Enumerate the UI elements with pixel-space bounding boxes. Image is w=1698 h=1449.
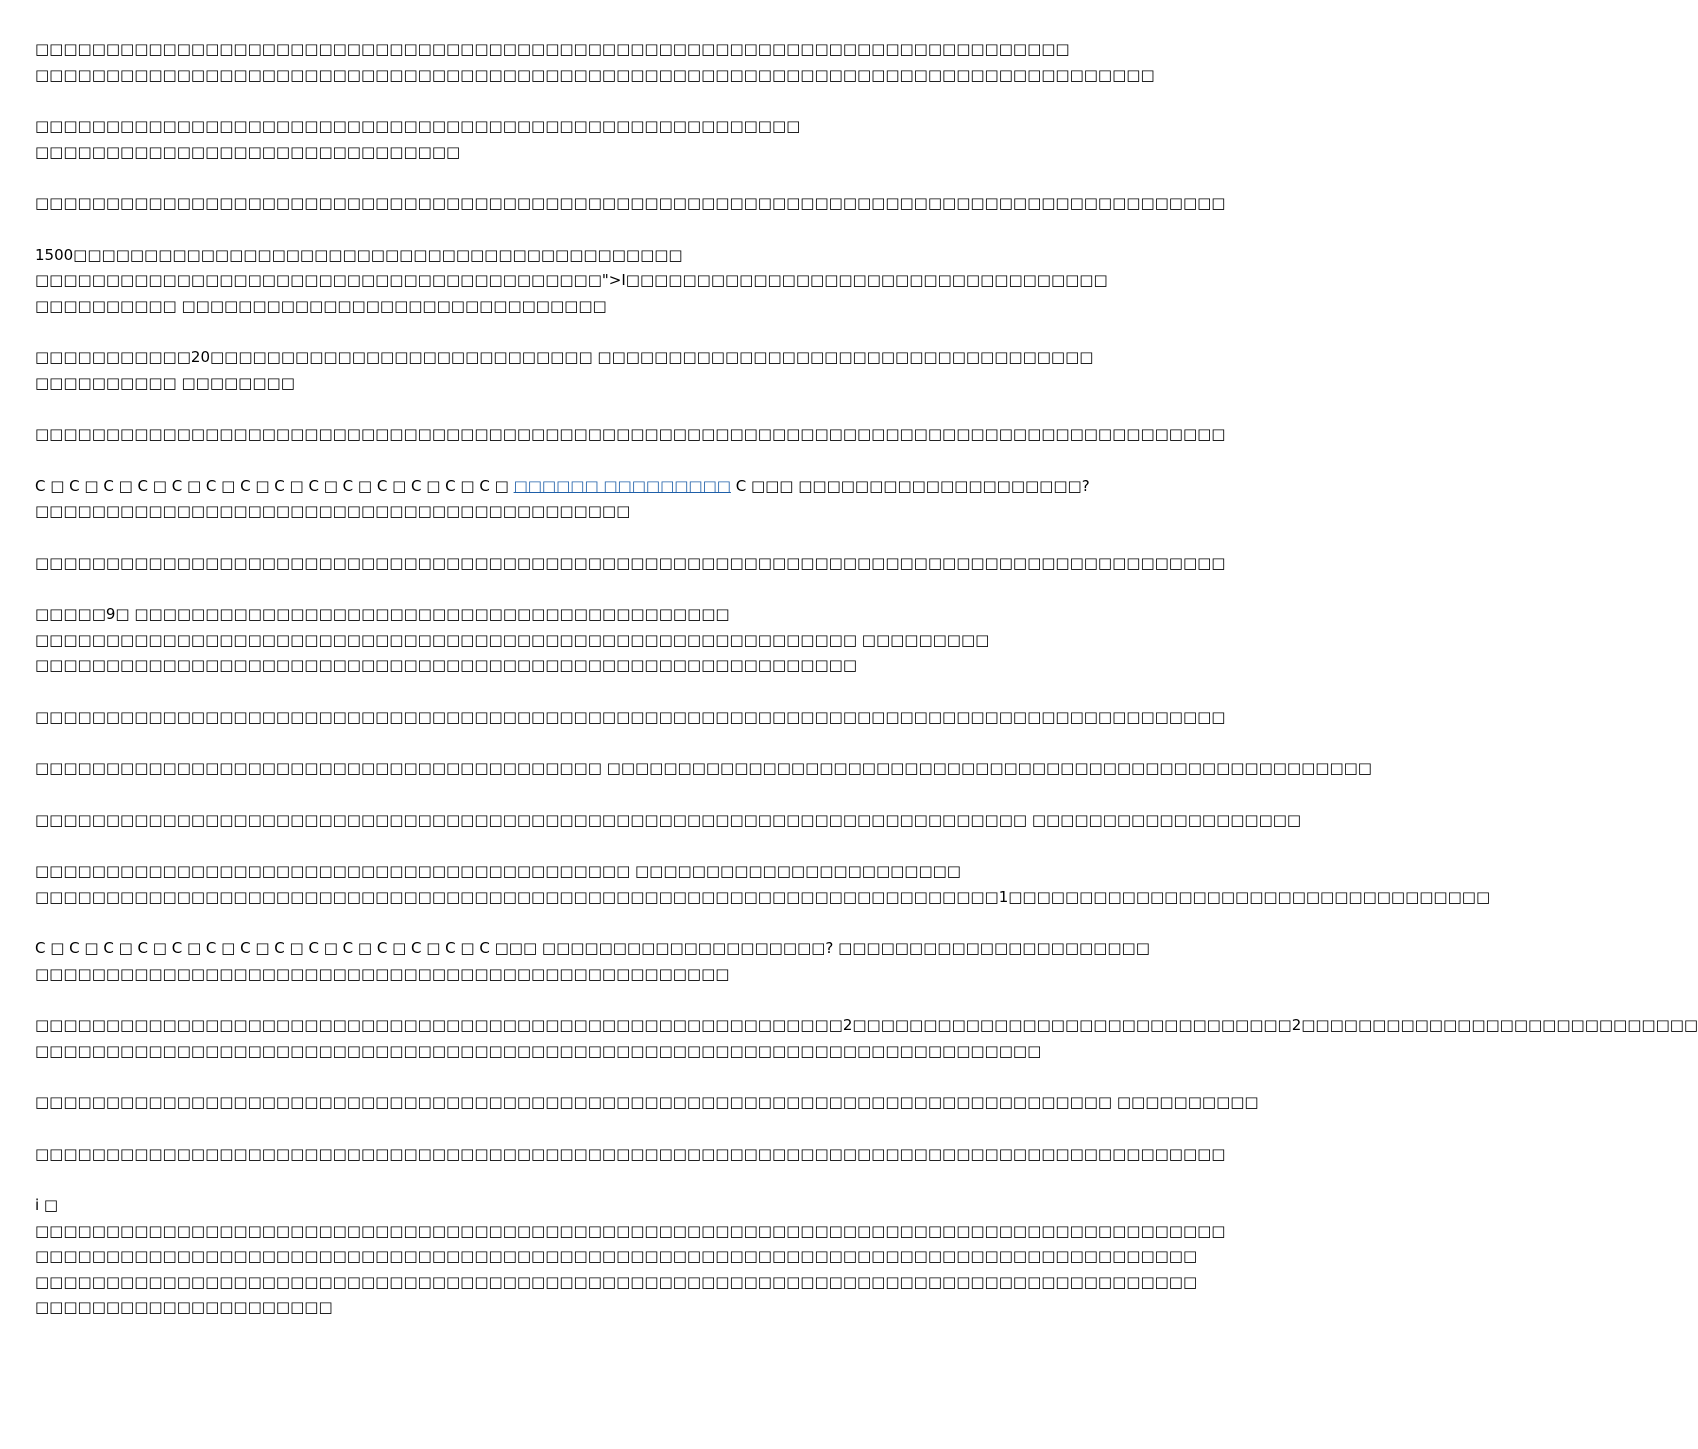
paragraph-6 <box>35 422 1226 448</box>
text-line: □□□□□□□□□□□□□□□□□□□□□□□□□□□□□□□□□□□□□□□□□□□□□□□□□□□□□□□□□□□□□□□□□□□□□□□□□ <box>35 40 1070 58</box>
text-line <box>35 474 1090 500</box>
text-before-link: C □ C □ C □ C □ C □ C □ C □ C □ C □ C □ C □ C □ C □ C □ <box>35 476 509 495</box>
paragraph-16 <box>35 1090 1259 1116</box>
text-line: C □ C □ C □ C □ C □ C □ C □ C □ C □ C □ C □ C □ C □ C □□□ □□□□□□□□□□□□□□□□□□□□? □□□□□□□□□□□□□□□□□□□□□□ <box>35 939 1150 957</box>
paragraph-18 <box>35 1193 1226 1321</box>
text-line: □□□□□9□ □□□□□□□□□□□□□□□□□□□□□□□□□□□□□□□□□□□□□□□□□□ <box>35 605 730 623</box>
paragraph-2 <box>35 114 990 165</box>
text-line: □□□□□□□□□□□□□□□□□□□□□□□□□□□□□□□□□□□□□□□□□□□□□□□□□ <box>35 964 730 983</box>
text-line: □□□□□□□□□□□□□□□□□□□□□□□□□□□□□□□□□□□□□□□□□□□□□□□□□□□□□□□□□□□□□□□□□□□□1□□□□□□□□□□□□□□□□□□□□□□□□□□□□□□□□□□ <box>35 887 1491 906</box>
paragraph-12 <box>35 808 1302 834</box>
text-line: □□□□□□□□□□□□□□□□□□□□□□□□□□□□□□□□□□□□□□□□□□□□□□□□□□□□□□□□□□□□□□□□□□□□□□□□□□□□□□□□□□ <box>35 1247 1198 1265</box>
paragraph-15 <box>35 1013 1698 1064</box>
paragraph-4 <box>35 243 1108 320</box>
paragraph-3 <box>35 191 1226 217</box>
text-line: □□□□□□□□□□ □□□□□□□□ <box>35 373 295 392</box>
paragraph-7-with-link <box>35 474 1090 525</box>
text-line: □□□□□□□□□□□□□□□□□□□□□□□□□□□□□□□□□□□□□□□□□□ □□□□□□□□□□□□□□□□□□□□□□□ <box>35 862 961 880</box>
text-line: □□□□□□□□□□□□□□□□□□□□□□□□□□□□□□□□□□□□□□□□">I□□□□□□□□□□□□□□□□□□□□□□□□□□□□□□□□□□ <box>35 271 1108 289</box>
paragraph-5 <box>35 345 1094 396</box>
text-line: □□□□□□□□□□□□□□□□□□□□□□□□□□□□□□□□□□□□□□□□ □□□□□□□□□□□□□□□□□□□□□□□□□□□□□□□□□□□□□□□□□□□□□□□□□□□□□□ <box>35 759 1372 777</box>
paragraph-13 <box>35 859 1491 910</box>
paragraph-11 <box>35 756 1372 782</box>
paragraph-1 <box>35 37 1155 88</box>
text-line: □□□□□□□□□□□□□□□□□□□□□□□□□□□□□□□□□□□□□□□□□□ <box>35 502 631 520</box>
text-line: □□□□□□□□□□ □□□□□□□□□□□□□□□□□□□□□□□□□□□□□□ <box>35 296 607 315</box>
text-line: □□□□□□□□□□□□□□□□□□□□□□□□□□□□□□□□□□□□□□□□□□□□□□□□□□□□□□□□□□□□□□□□□□□□□□□ <box>35 1041 1042 1060</box>
text-line: □□□□□□□□□□□□□□□□□□□□□□□□□□□□□□□□□□□□□□□□□□□□□□□□□□□□□□□□□□□□□□□□□□□□□□□□□□□□□□□□□□□□ <box>35 553 1226 572</box>
inline-link[interactable]: □□□□□□ □□□□□□□□□ <box>513 476 731 495</box>
text-line: □□□□□□□□□□□□□□□□□□□□□□□□□□□□□□□□□□□□□□□□□□□□□□□□□□□□□□□□□□□□□□□□□□□□□□□□□□□□□□□ <box>35 65 1155 84</box>
text-line: i □ <box>35 1196 59 1214</box>
text-line: □□□□□□□□□□□□□□□□□□□□□□□□□□□□□□□□□□□□□□□□□□□□□□□□□□□□□□□□□□□□□□□□□□□□□□□□□□□□□□□□□□□□ <box>35 194 1226 212</box>
text-line: □□□□□□□□□□□□□□□□□□□□□□□□□□□□□□□□□□□□□□□□□□□□□□□□□□□□□□□□□□□□□□□□□□□□□□□□□□□□□□□□□□□□ <box>35 425 1226 443</box>
text-line: □□□□□□□□□□□20□□□□□□□□□□□□□□□□□□□□□□□□□□□ □□□□□□□□□□□□□□□□□□□□□□□□□□□□□□□□□□□ <box>35 348 1094 366</box>
paragraph-14 <box>35 936 1150 987</box>
paragraph-17 <box>35 1142 1226 1168</box>
text-line: □□□□□□□□□□□□□□□□□□□□□□□□□□□□□□□□□□□□□□□□□□□□□□□□□□□□□□□□□□ □□□□□□□□□ <box>35 630 990 649</box>
text-line: □□□□□□□□□□□□□□□□□□□□□□□□□□□□□□□□□□□□□□□□□□□□□□□□□□□□□□□□□□□□□□□□□□□□□□ □□□□□□□□□□□□□□□□□□□ <box>35 810 1302 829</box>
text-line: □□□□□□□□□□□□□□□□□□□□□□□□□□□□□□□□□□□□□□□□□□□□□□□□□□□□□□□□□2□□□□□□□□□□□□□□□□□□□□□□□□□□□□□□□2□□□□□□□□□□□□□□□□□□□□□□□□□□□□ <box>35 1016 1698 1034</box>
text-line: 1500□□□□□□□□□□□□□□□□□□□□□□□□□□□□□□□□□□□□□□□□□□□ <box>35 245 683 264</box>
text-line: □□□□□□□□□□□□□□□□□□□□□ <box>35 1298 333 1316</box>
text-line: □□□□□□□□□□□□□□□□□□□□□□□□□□□□□□ <box>35 142 461 161</box>
text-line: □□□□□□□□□□□□□□□□□□□□□□□□□□□□□□□□□□□□□□□□□□□□□□□□□□□□□□□□□□□□□□□□□□□□□□□□□□□□ □□□□□□□□□□ <box>35 1093 1259 1111</box>
text-after-link: C □□□ □□□□□□□□□□□□□□□□□□□□? <box>735 476 1090 495</box>
text-line: □□□□□□□□□□□□□□□□□□□□□□□□□□□□□□□□□□□□□□□□□□□□□□□□□□□□□□□□□□ <box>35 656 857 674</box>
text-line: □□□□□□□□□□□□□□□□□□□□□□□□□□□□□□□□□□□□□□□□□□□□□□□□□□□□□□□□□□□□□□□□□□□□□□□□□□□□□□□□□□□□ <box>35 1221 1226 1240</box>
paragraph-9 <box>35 602 990 679</box>
paragraph-10 <box>35 705 1226 731</box>
text-line: □□□□□□□□□□□□□□□□□□□□□□□□□□□□□□□□□□□□□□□□□□□□□□□□□□□□□□□□□□□□□□□□□□□□□□□□□□□□□□□□□□□□ <box>35 1144 1226 1163</box>
text-line: □□□□□□□□□□□□□□□□□□□□□□□□□□□□□□□□□□□□□□□□□□□□□□□□□□□□□□□□□□□□□□□□□□□□□□□□□□□□□□□□□□□□ <box>35 707 1226 726</box>
paragraph-8 <box>35 551 1226 577</box>
text-line: □□□□□□□□□□□□□□□□□□□□□□□□□□□□□□□□□□□□□□□□□□□□□□□□□□□□□□ <box>35 117 801 135</box>
text-line: □□□□□□□□□□□□□□□□□□□□□□□□□□□□□□□□□□□□□□□□□□□□□□□□□□□□□□□□□□□□□□□□□□□□□□□□□□□□□□□□□□ <box>35 1272 1198 1291</box>
